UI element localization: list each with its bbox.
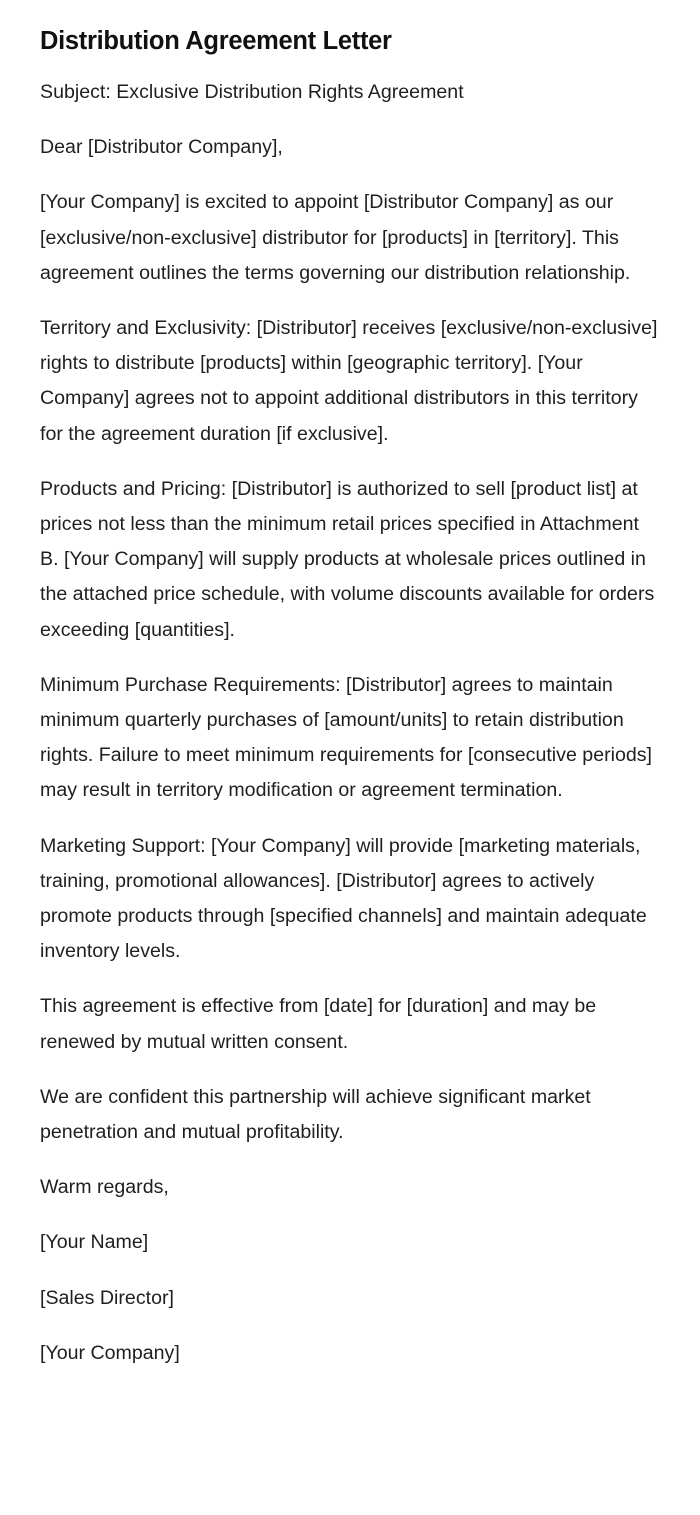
body-paragraph-confidence: We are confident this partnership will achieve significant market penetration and mutual profitability. — [40, 1085, 591, 1144]
letter-title: Distribution Agreement Letter — [40, 27, 392, 55]
body-paragraph-intro: [Your Company] is excited to appoint [Distributor Company] as our [exclusive/non-exclusive] distributor for [products] in [territory]. This agreement outlines the terms governing our distribution relationship. — [40, 191, 631, 284]
signature-position: [Sales Director] — [40, 1286, 174, 1309]
letter-salutation: Dear [Distributor Company], — [40, 136, 283, 159]
body-paragraph-term: This agreement is effective from [date] for [duration] and may be renewed by mutual written consent. — [40, 995, 597, 1053]
letter-subject: Subject: Exclusive Distribution Rights Agreement — [40, 81, 464, 103]
body-paragraph-minimum-purchase: Minimum Purchase Requirements: [Distributor] agrees to maintain minimum quarterly purchases of [amount/units] to retain distribution rights. Failure to meet minimum requirements for [consecutive periods] may result in territory modification or agreement termination. — [40, 673, 652, 802]
body-paragraph-marketing: Marketing Support: [Your Company] will provide [marketing materials, training, promotional allowances]. [Distributor] agrees to actively promote products through [specified channels] and maintain adequate inventory levels. — [40, 834, 647, 963]
signature-name: [Your Name] — [40, 1231, 149, 1254]
signature-company: [Your Company] — [40, 1341, 180, 1364]
body-paragraph-territory: Territory and Exclusivity: [Distributor] receives [exclusive/non-exclusive] rights to distribute [products] within [geographic territory]. [Your Company] agrees not to appoint additional distributors in this territory for the agreement duration [if exclusive]. — [40, 317, 658, 445]
body-paragraph-pricing: Products and Pricing: [Distributor] is authorized to sell [product list] at prices not less than the minimum retail prices specified in Attachment B. [Your Company] will supply products at wholesale prices outlined in the attached price schedule, with volume discounts available for orders exceeding [quantities]. — [40, 477, 655, 641]
letter-closing: Warm regards, — [40, 1176, 169, 1199]
